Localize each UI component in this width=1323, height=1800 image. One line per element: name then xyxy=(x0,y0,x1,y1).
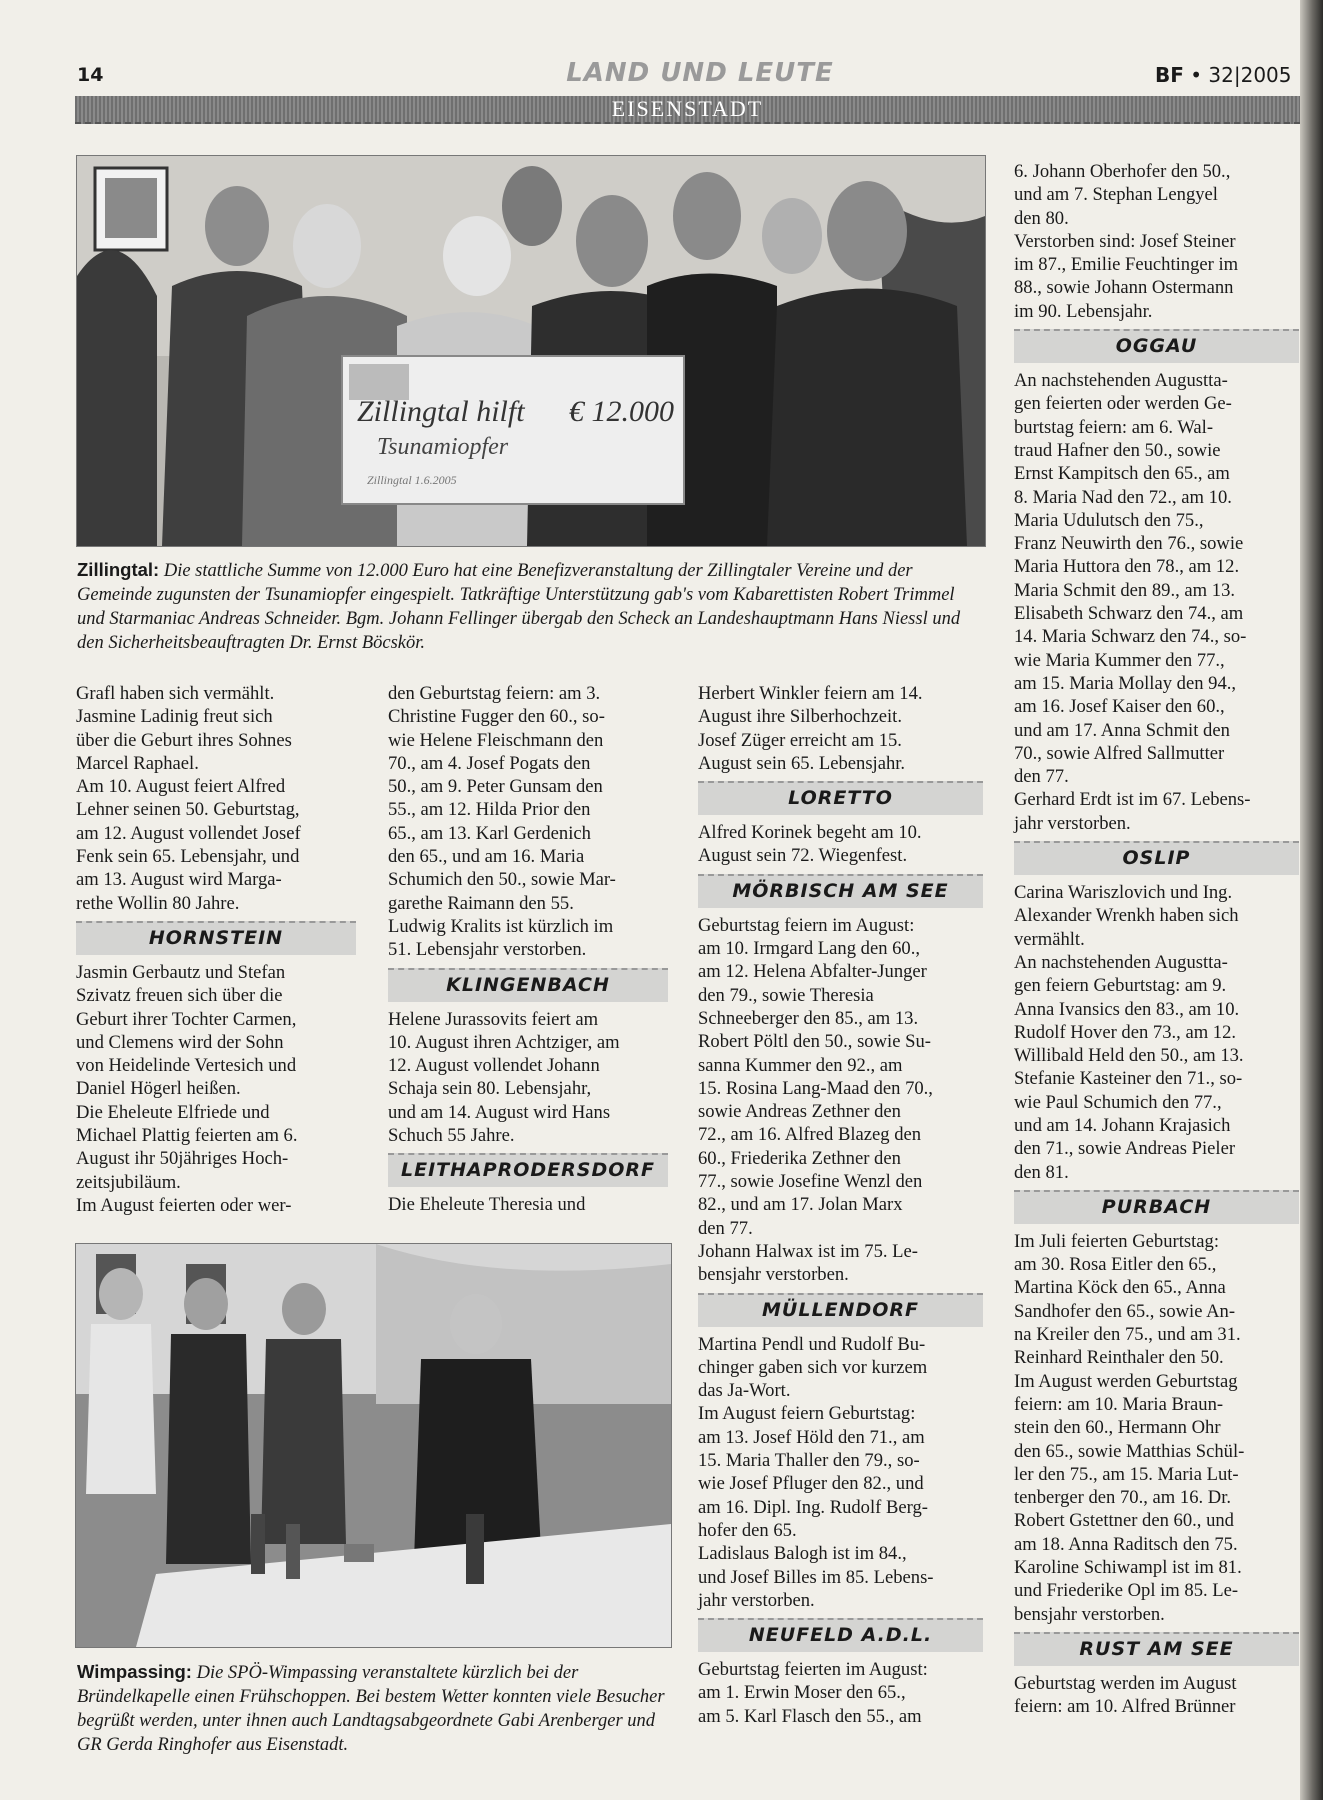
issue-number: • 32|2005 xyxy=(1183,63,1292,87)
issue-prefix: BF xyxy=(1155,63,1184,87)
heading-moerbisch-am-see: MÖRBISCH AM SEE xyxy=(698,874,983,908)
caption-zillingtal-text: Die stattliche Summe von 12.000 Euro hat eine Benefizveranstaltung der Zillingtaler Vereine und der Gemeinde zugunsten der Tsunamiopfer eingespielt. Tatkräftige Unterstützung gab's vom Kabarettisten Robert Trimmel und Starmaniac Andreas Schneider. Bgm. Johann Fellinger übergab den Scheck an Landeshauptmann Hans Niessl und den Sicherheitsbeauftragten Dr. Ernst Böcskör. xyxy=(77,561,961,653)
page-number: 14 xyxy=(77,64,104,86)
col4-paragraph-2: An nachstehenden Augustta- gen feierten oder werden Ge- burtstag feiern: am 6. Wal- traud Hafner den 50., sowie Ernst Kampitsch den 65., am 8. Maria Nad den 72., am 10. Maria Udulutsch den 75., Franz Neuwirth den 76., sowie Maria Huttora den 78., am 12. Maria Schmit den 89., am 13. Elisabeth Schwarz den 74., am 14. Maria Schwarz den 74., so- wie Maria Kummer den 77., am 15. Maria Mollay den 94., am 16. Josef Kaiser den 60., und am 17. Anna Schmit den 70., sowie Alfred Sallmutter den 77. Gerhard Erdt ist im 67. Lebens- jahr verstorben. xyxy=(1014,370,1251,834)
heading-hornstein: HORNSTEIN xyxy=(76,921,356,955)
col4-paragraph-5: Geburtstag werden im August feiern: am 10. Alfred Brünner xyxy=(1014,1672,1237,1718)
column-1 xyxy=(76,682,356,1217)
cheque-line2: Tsunamiopfer xyxy=(377,434,509,460)
col3-paragraph-4: Martina Pendl und Rudolf Bu- chinger gaben sich vor kurzem das Ja-Wort. Im August feiern Geburtstag: am 13. Josef Höld den 71., am 15. Maria Thaller den 79., so- wie Josef Pfluger den 82., und am 16. Dipl. Ing. Rudolf Berg- hofer den 65. Ladislaus Balogh ist im 84., und Josef Billes im 85. Lebens- jahr verstorben. xyxy=(698,1333,934,1611)
col2-paragraph-2: Helene Jurassovits feiert am 10. August ihren Achtziger, am 12. August vollendet Johann Schaja sein 80. Lebensjahr, und am 14. August wird Hans Schuch 55 Jahre. xyxy=(388,1008,620,1147)
col1-paragraph-1: Grafl haben sich vermählt. Jasmine Ladinig freut sich über die Geburt ihres Sohnes Marcel Raphael. Am 10. August feiert Alfred Lehner seinen 50. Geburtstag, am 12. August vollendet Josef Fenk sein 65. Lebensjahr, und am 13. August wird Marga- rethe Wollin 80 Jahre. xyxy=(76,683,301,914)
heading-klingenbach: KLINGENBACH xyxy=(388,968,668,1002)
heading-rust-am-see: RUST AM SEE xyxy=(1014,1632,1299,1666)
page-edge-shadow xyxy=(1300,0,1323,1800)
heading-muellendorf: MÜLLENDORF xyxy=(698,1293,983,1327)
col3-paragraph-2: Alfred Korinek begeht am 10. August sein 72. Wiegenfest. xyxy=(698,822,922,867)
heading-purbach: PURBACH xyxy=(1014,1190,1299,1224)
column-4 xyxy=(1014,160,1299,1719)
region-band xyxy=(75,96,1300,124)
column-3 xyxy=(698,682,983,1728)
region-title: EISENSTADT xyxy=(611,96,764,121)
col2-paragraph-1: den Geburtstag feiern: am 3. Christine Fugger den 60., so- wie Helene Fleischmann den 70., am 4. Josef Pogats den 50., am 9. Peter Gunsam den 55., am 12. Hilda Prior den 65., am 13. Karl Gerdenich den 65., und am 16. Maria Schumich den 50., sowie Mar- garethe Raimann den 55. Ludwig Kralits ist kürzlich im 51. Lebensjahr verstorben. xyxy=(388,683,616,961)
col3-paragraph-1: Herbert Winkler feiern am 14. August ihre Silberhochzeit. Josef Züger erreicht am 15. August sein 65. Lebensjahr. xyxy=(698,683,923,774)
section-title: LAND UND LEUTE xyxy=(566,58,834,88)
heading-leithaprodersdorf: LEITHAPRODERSDORF xyxy=(388,1153,668,1187)
col4-paragraph-4: Im Juli feierten Geburtstag: am 30. Rosa Eitler den 65., Martina Köck den 65., Anna Sandhofer den 65., sowie An- na Kreiler den 75., und am 31. Reinhard Reinthaler den 50. Im August werden Geburtstag feiern: am 10. Maria Braun- stein den 60., Hermann Ohr den 65., sowie Matthias Schül- ler den 75., am 15. Maria Lut- tenberger den 70., am 16. Dr. Robert Gstettner den 60., und am 18. Anna Raditsch den 75. Karoline Schiwampl ist im 81. und Friederike Opl im 85. Le- bensjahr verstorben. xyxy=(1014,1230,1245,1625)
caption-zillingtal-lead: Zillingtal: xyxy=(77,559,160,580)
col2-paragraph-3: Die Eheleute Theresia und xyxy=(388,1194,586,1216)
caption-wimpassing-text: Die SPÖ-Wimpassing veranstaltete kürzlich bei der Bründelkapelle einen Frühschoppen. Bei bestem Wetter konnten viele Besucher begrüßt werden, unter ihnen auch Landtagsabgeordnete Gabi Arenberger und GR Gerda Ringhofer aus Eisenstadt. xyxy=(77,1663,665,1755)
heading-loretto: LORETTO xyxy=(698,781,983,815)
col4-paragraph-3: Carina Wariszlovich und Ing. Alexander Wrenkh haben sich vermählt. An nachstehenden Augustta- gen feiern Geburtstag: am 9. Anna Ivansics den 83., am 10. Rudolf Hover den 73., am 12. Willibald Held den 50., am 13. Stefanie Kasteiner den 71., so- wie Paul Schumich den 77., und am 14. Johann Krajasich den 71., sowie Andreas Pieler den 81. xyxy=(1014,882,1244,1183)
zillingtal-photo xyxy=(76,155,986,547)
caption-wimpassing-lead: Wimpassing: xyxy=(77,1661,192,1682)
col4-paragraph-1: 6. Johann Oberhofer den 50., und am 7. Stephan Lengyel den 80. Verstorben sind: Josef Steiner im 87., Emilie Feuchtinger im 88., sowie Johann Ostermann im 90. Lebensjahr. xyxy=(1014,161,1239,322)
heading-oggau: OGGAU xyxy=(1014,329,1299,363)
heading-oslip: OSLIP xyxy=(1014,841,1299,875)
cheque-amount: € 12.000 xyxy=(569,395,674,428)
column-2 xyxy=(388,682,668,1217)
col3-paragraph-5: Geburtstag feierten im August: am 1. Erwin Moser den 65., am 5. Karl Flasch den 55., am xyxy=(698,1659,928,1727)
heading-neufeld: NEUFELD A.D.L. xyxy=(698,1618,983,1652)
col1-paragraph-2: Jasmin Gerbautz und Stefan Szivatz freuen sich über die Geburt ihrer Tochter Carmen, und Clemens wird der Sohn von Heidelinde Vertesich und Daniel Högerl heißen. Die Eheleute Elfriede und Michael Plattig feierten am 6. August ihr 50jähriges Hoch- zeitsjubiläum. Im August feierten oder wer- xyxy=(76,961,298,1216)
issue-label xyxy=(1155,63,1292,87)
cheque-line3: Zillingtal 1.6.2005 xyxy=(367,473,457,487)
caption-zillingtal xyxy=(77,558,982,655)
wimpassing-photo xyxy=(75,1243,672,1648)
col3-paragraph-3: Geburtstag feiern im August: am 10. Irmgard Lang den 60., am 12. Helena Abfalter-Junger den 79., sowie Theresia Schneeberger den 85., am 13. Robert Pöltl den 50., sowie Su- sanna Kummer den 92., am 15. Rosina Lang-Maad den 70., sowie Andreas Zethner den 72., am 16. Alfred Blazeg den 60., Friederika Zethner den 77., sowie Josefine Wenzl den 82., und am 17. Jolan Marx den 77. Johann Halwax ist im 75. Le- bensjahr verstorben. xyxy=(698,914,933,1286)
caption-wimpassing xyxy=(77,1660,677,1757)
cheque-line1: Zillingtal hilft xyxy=(357,395,525,428)
